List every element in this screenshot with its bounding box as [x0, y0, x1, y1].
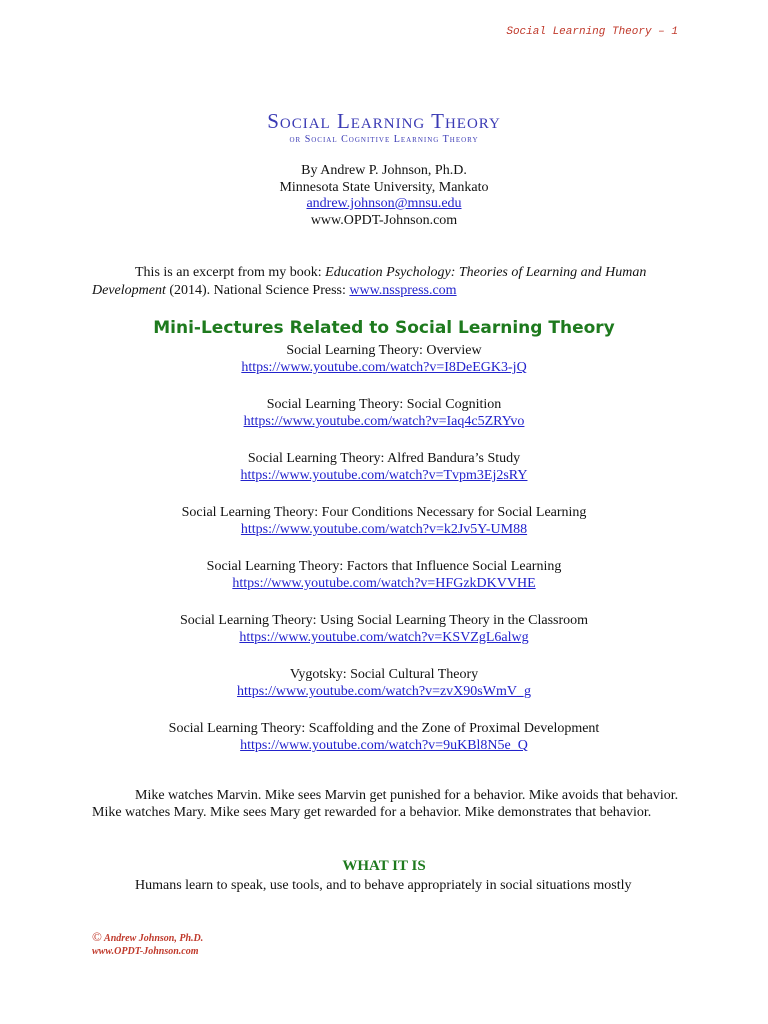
lecture-link[interactable]: https://www.youtube.com/watch?v=KSVZgL6alwg [239, 630, 529, 645]
lecture-link[interactable]: https://www.youtube.com/watch?v=k2Jv5Y-UM88 [240, 522, 528, 537]
lecture-item [0, 612, 768, 666]
lecture-title: Social Learning Theory: Four Conditions Necessary for Social Learning [181, 505, 587, 520]
footer [92, 930, 203, 958]
mini-lectures-heading: Mini-Lectures Related to Social Learning Theory [153, 318, 615, 338]
author-block [0, 163, 768, 229]
lecture-title: Vygotsky: Social Cultural Theory [289, 667, 479, 682]
what-it-is-body: Humans learn to speak, use tools, and to behave appropriately in social situations mostly [135, 878, 632, 893]
lecture-link[interactable]: https://www.youtube.com/watch?v=Tvpm3Ej2sRY [240, 468, 528, 483]
author-email-link[interactable]: andrew.johnson@mnsu.edu [306, 196, 462, 211]
lecture-link[interactable]: https://www.youtube.com/watch?v=9uKBl8N5e_Q [240, 738, 528, 753]
lecture-item [0, 396, 768, 450]
lecture-title: Social Learning Theory: Social Cognition [266, 397, 502, 412]
lecture-link[interactable]: https://www.youtube.com/watch?v=HFGzkDKVVHE [232, 576, 536, 591]
copyright-icon: © [92, 929, 102, 944]
lecture-title: Social Learning Theory: Scaffolding and the Zone of Proximal Development [168, 721, 600, 736]
lecture-link[interactable]: https://www.youtube.com/watch?v=zvX90sWmV_g [237, 684, 531, 699]
lecture-item [0, 342, 768, 396]
excerpt-tail: (2014). National Science Press: [165, 283, 350, 298]
lecture-title: Social Learning Theory: Overview [286, 343, 482, 358]
title-block [0, 108, 768, 146]
book-title: Education Psychology: Theories of Learning and Human Development [92, 265, 647, 298]
lecture-item [0, 720, 768, 774]
author-byline: By Andrew P. Johnson, Ph.D. [301, 163, 467, 178]
lecture-link[interactable]: https://www.youtube.com/watch?v=I8DeEGK3-jQ [241, 360, 527, 375]
author-affiliation: Minnesota State University, Mankato [279, 179, 489, 195]
lecture-item [0, 450, 768, 504]
document-subtitle: or Social Cognitive Learning Theory [289, 134, 479, 145]
mini-lectures-list [0, 342, 768, 774]
document-title: Social Learning Theory [267, 109, 501, 133]
lecture-item [0, 504, 768, 558]
lecture-title: Social Learning Theory: Factors that Influence Social Learning [206, 559, 562, 574]
lecture-title: Social Learning Theory: Alfred Bandura’s Study [247, 451, 521, 466]
lecture-link[interactable]: https://www.youtube.com/watch?v=Iaq4c5ZRYvo [243, 414, 525, 429]
lecture-item [0, 558, 768, 612]
footer-name: Andrew Johnson, Ph.D. [104, 933, 204, 944]
publisher-link[interactable]: www.nsspress.com [349, 283, 457, 298]
footer-website: www.OPDT-Johnson.com [92, 946, 199, 957]
excerpt-paragraph [92, 264, 682, 300]
running-header: Social Learning Theory – 1 [506, 26, 678, 38]
story-paragraph [92, 787, 682, 821]
lecture-title: Social Learning Theory: Using Social Learning Theory in the Classroom [179, 613, 589, 628]
lecture-item [0, 666, 768, 720]
story-text: Mike watches Marvin. Mike sees Marvin get punished for a behavior. Mike avoids that behavior. Mike watches Mary. Mike sees Mary get rewarded for a behavior. Mike demonstrates that behavior. [92, 788, 679, 820]
author-website: www.OPDT-Johnson.com [310, 212, 458, 228]
what-it-is-heading: WHAT IT IS [342, 858, 426, 874]
excerpt-lead: This is an excerpt from my book: [135, 265, 326, 280]
